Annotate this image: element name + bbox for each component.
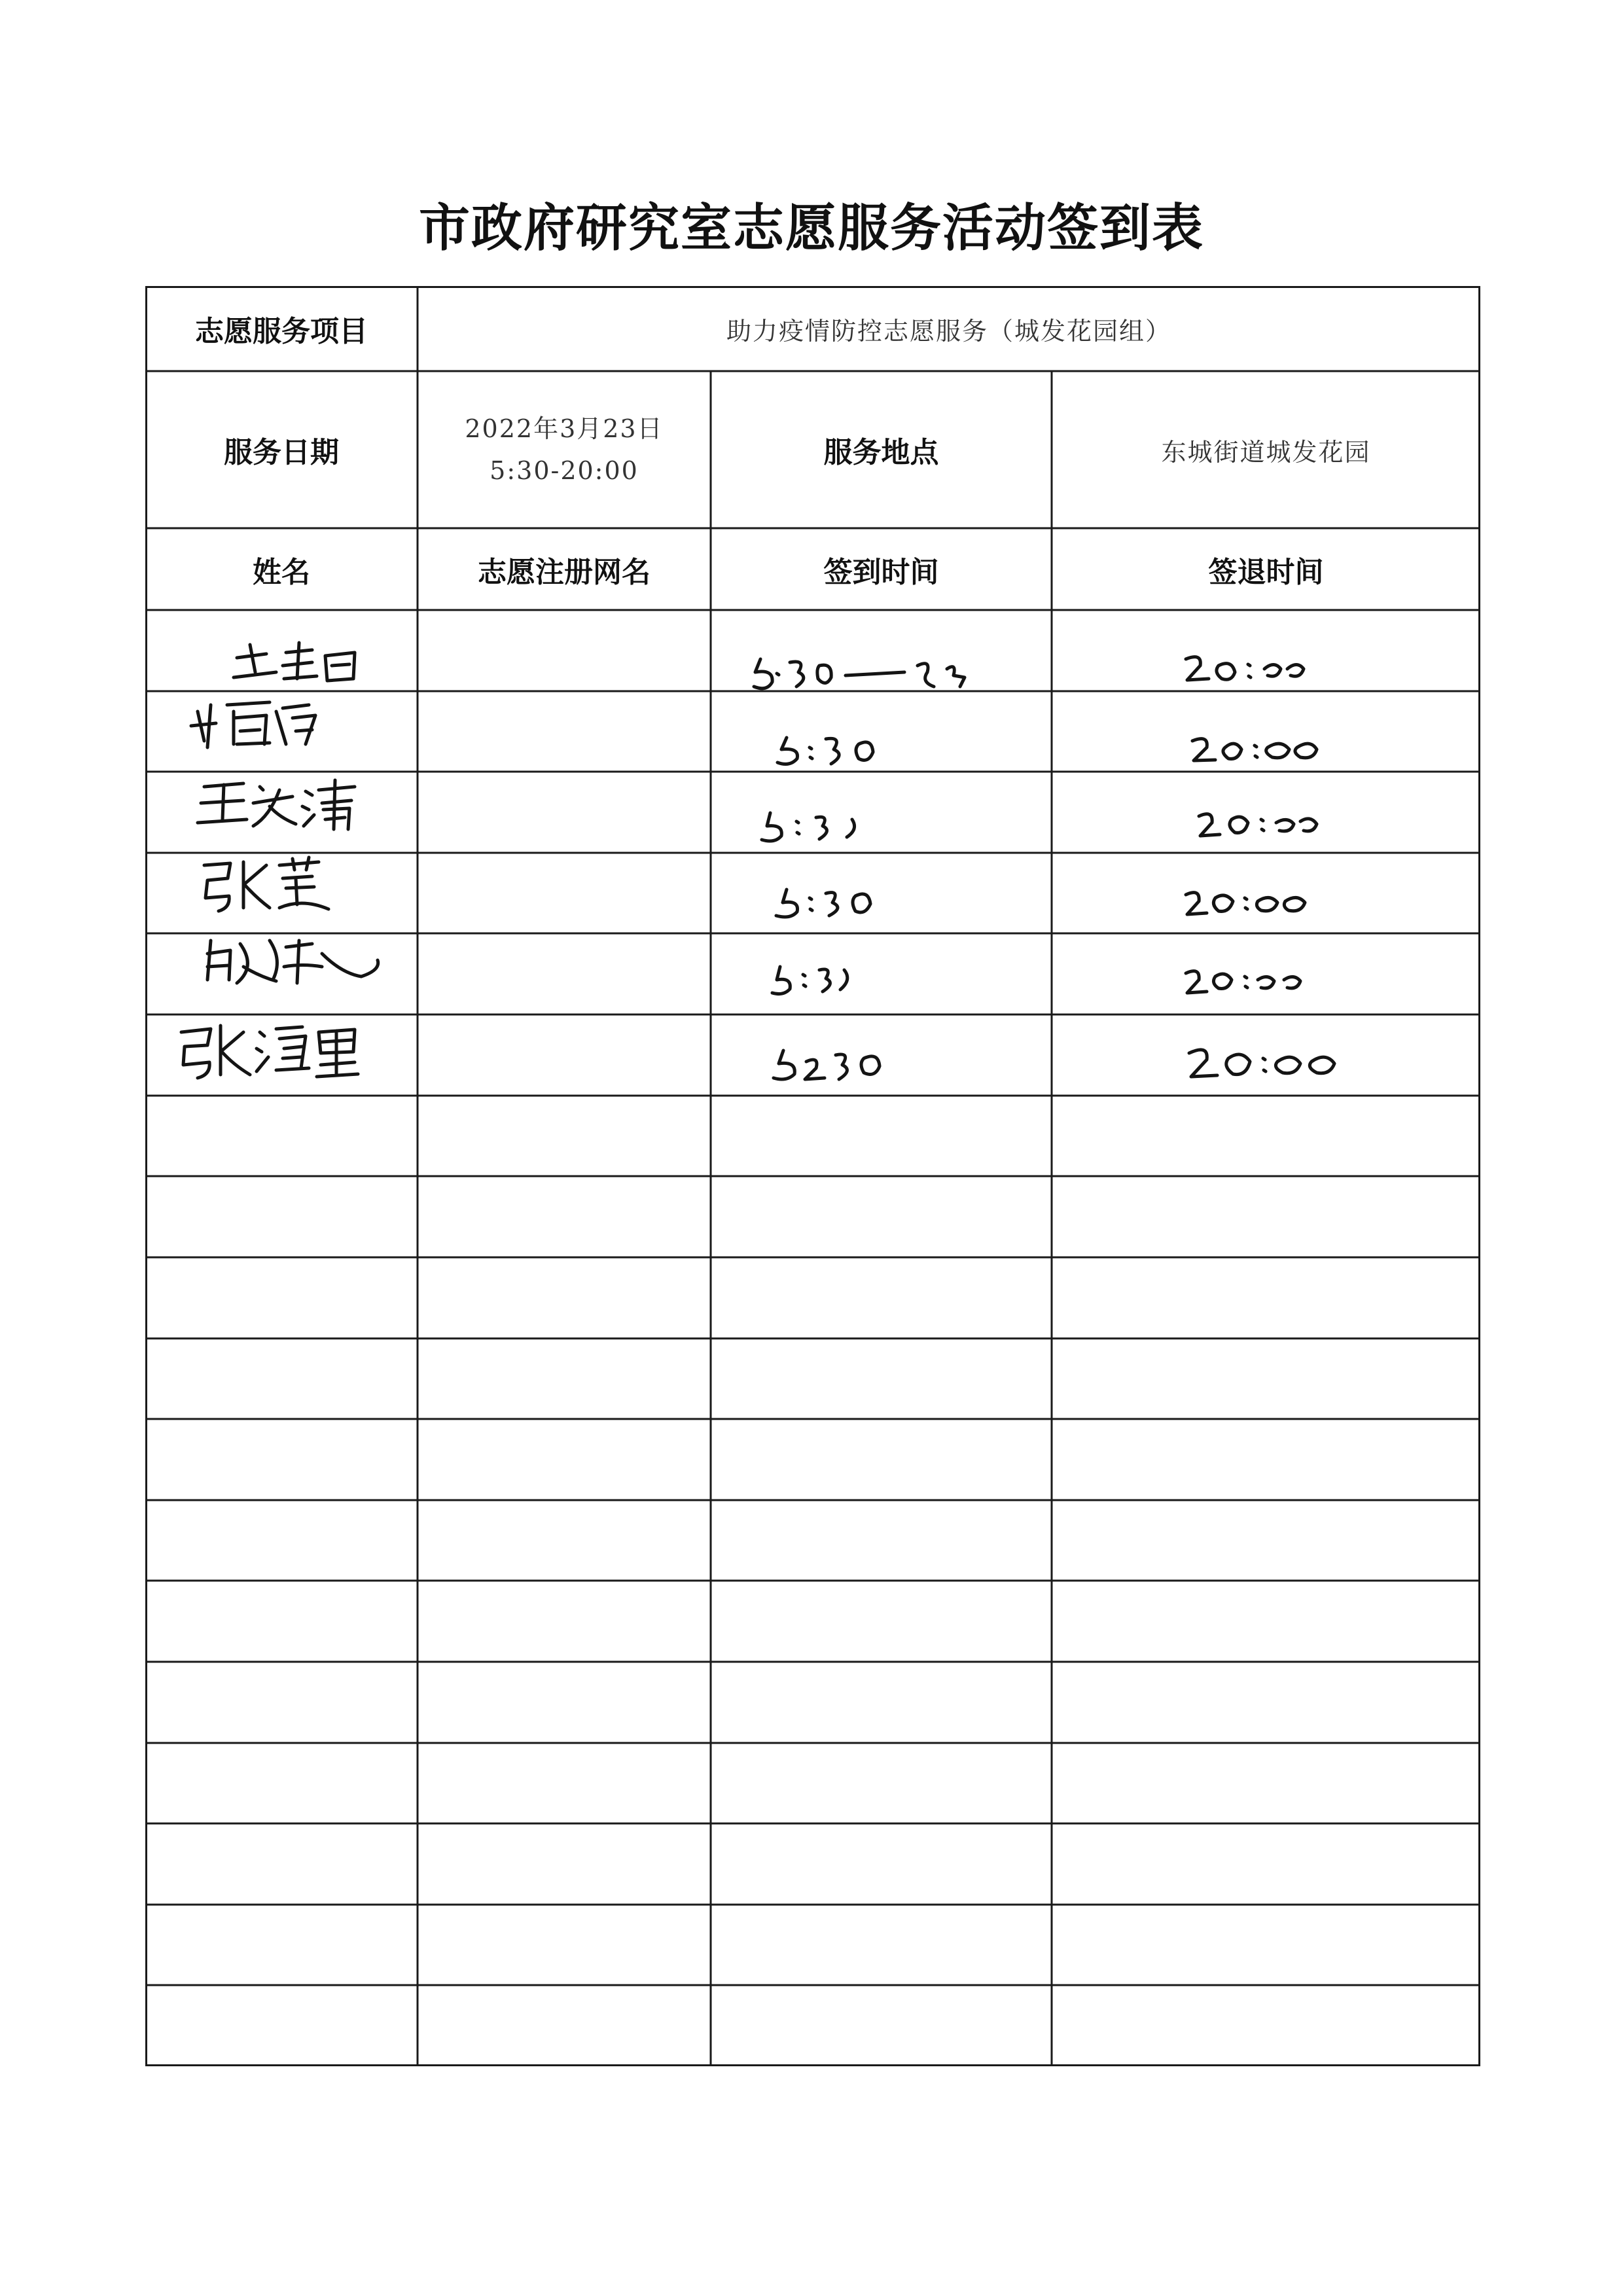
sign-in-row-4 (776, 889, 870, 917)
signature-row-5 (207, 941, 378, 983)
service-location-label: 服务地点 (823, 436, 939, 469)
sign-out-row-2 (1192, 739, 1317, 761)
sign-out-row-4 (1186, 893, 1305, 914)
service-date-line2: 5:30-20:00 (490, 456, 639, 485)
column-header-sign-in: 签到时间 (823, 555, 939, 589)
page-title: 市政府研究室志愿服务活动签到表 (418, 199, 1204, 258)
sign-in-row-3 (762, 813, 855, 841)
service-location-value: 东城街道城发花园 (1161, 437, 1371, 467)
sign-out-row-6 (1189, 1050, 1334, 1077)
signature-row-3 (198, 780, 355, 829)
column-header-netname: 志愿注册网名 (478, 555, 651, 589)
sign-in-row-2 (777, 738, 873, 764)
service-date-label: 服务日期 (224, 436, 339, 469)
project-value: 助力疫情防控志愿服务（城发花园组） (726, 316, 1171, 346)
sign-out-row-3 (1199, 814, 1317, 836)
sign-out-row-1 (1186, 657, 1304, 680)
sign-out-row-5 (1186, 971, 1300, 993)
signature-row-2 (191, 702, 315, 747)
service-date-line1: 2022年3月23日 (465, 414, 664, 443)
signature-row-6 (181, 1026, 358, 1078)
column-header-sign-out: 签退时间 (1208, 555, 1324, 589)
sign-in-row-1 (754, 659, 965, 689)
sign-in-row-6 (774, 1050, 880, 1079)
project-label: 志愿服务项目 (195, 315, 368, 348)
sign-in-row-5 (772, 967, 847, 994)
signature-row-4 (204, 857, 329, 911)
handwritten-entries (145, 286, 1480, 2066)
signature-row-1 (234, 643, 355, 681)
signin-table (145, 286, 1480, 2066)
column-header-name: 姓名 (253, 555, 310, 589)
